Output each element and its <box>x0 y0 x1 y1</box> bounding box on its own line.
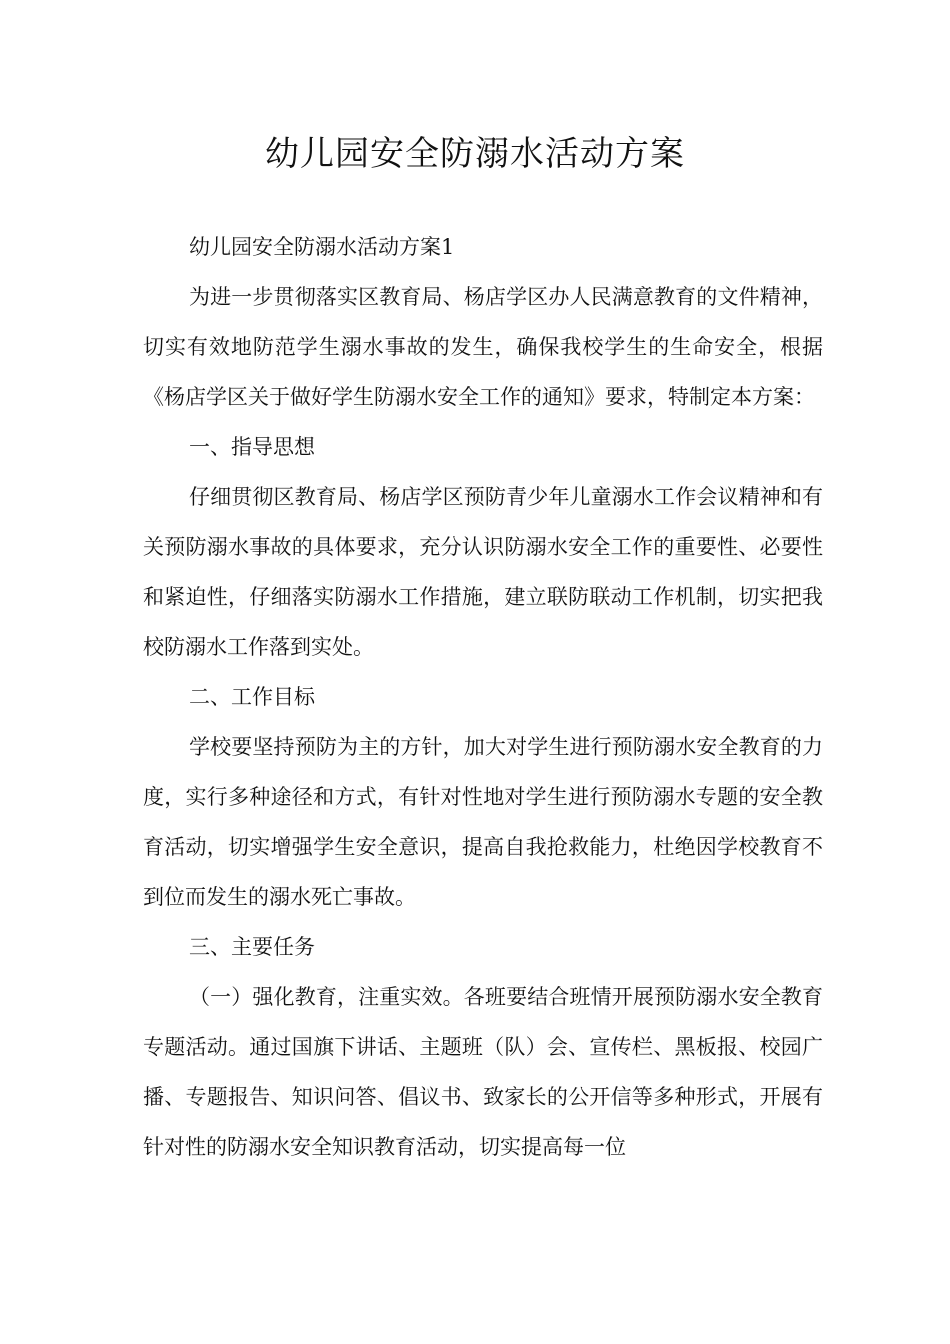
section-heading-work-goal: 二、工作目标 <box>189 685 315 709</box>
subtitle-paragraph: 幼儿园安全防溺水活动方案1 <box>189 235 455 259</box>
work-goal-paragraph: 学校要坚持预防为主的方针，加大对学生进行预防溺水安全教育的力度，实行多种途径和方式，有针对性地对学生进行预防溺水专题的安全教育活动，切实增强学生安全意识，提高自我抢救能力，杜绝因学校教育不到位而发生的溺水死亡事故。 <box>143 735 823 909</box>
document-title: 幼儿园安全防溺水活动方案 <box>265 134 685 174</box>
section-heading-main-tasks: 三、主要任务 <box>189 935 315 959</box>
intro-paragraph: 为进一步贯彻落实区教育局、杨店学区办人民满意教育的文件精神，切实有效地防范学生溺水事故的发生，确保我校学生的生命安全，根据《杨店学区关于做好学生防溺水安全工作的通知》要求，特制定本方案： <box>143 285 823 409</box>
main-tasks-paragraph: （一）强化教育，注重实效。各班要结合班情开展预防溺水安全教育专题活动。通过国旗下讲话、主题班（队）会、宣传栏、黑板报、校园广播、专题报告、知识问答、倡议书、致家长的公开信等多种形式，开展有针对性的防溺水安全知识教育活动，切实提高每一位 <box>143 985 823 1159</box>
guiding-idea-paragraph: 仔细贯彻区教育局、杨店学区预防青少年儿童溺水工作会议精神和有关预防溺水事故的具体要求，充分认识防溺水安全工作的重要性、必要性和紧迫性，仔细落实防溺水工作措施，建立联防联动工作机制，切实把我校防溺水工作落到实处。 <box>143 485 823 659</box>
section-heading-guiding-idea: 一、指导思想 <box>189 435 315 459</box>
document-body <box>143 222 823 1172</box>
